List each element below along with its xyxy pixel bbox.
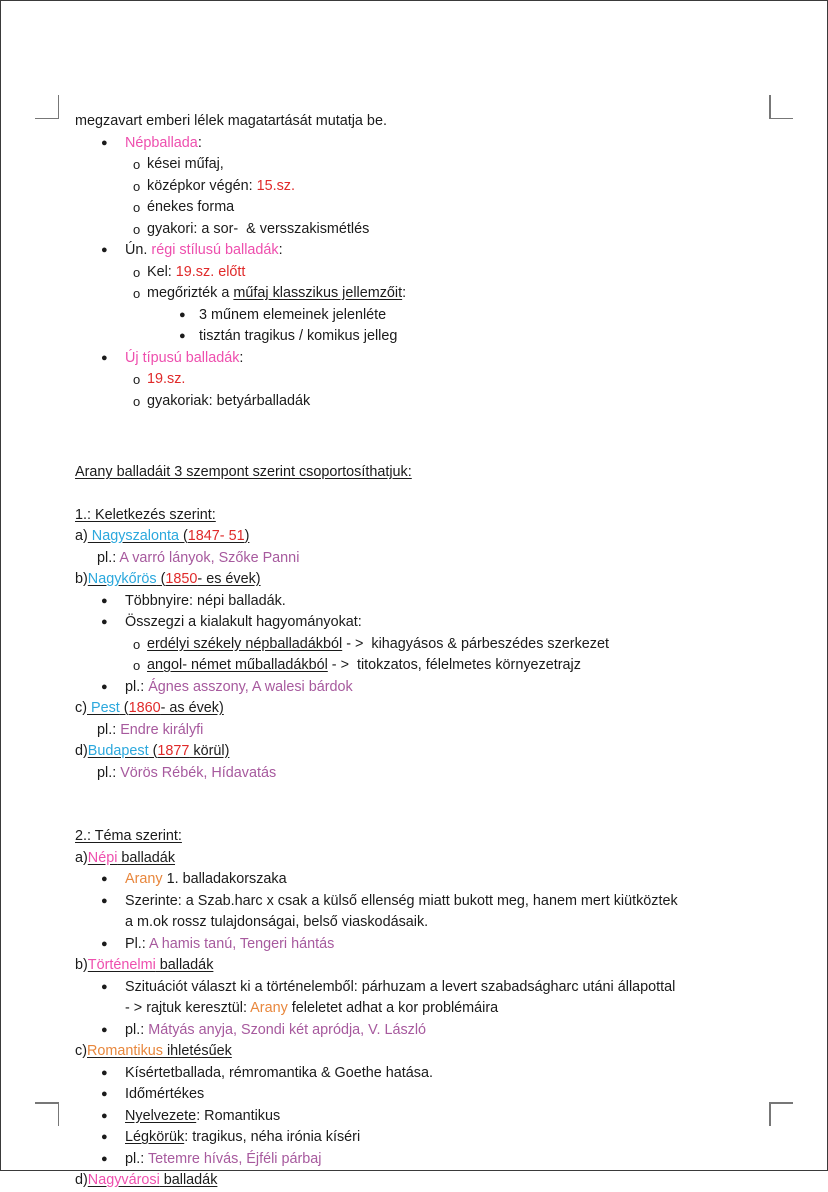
nepballada-heading: Népballada bbox=[125, 134, 198, 151]
circle-glyph: o bbox=[133, 636, 141, 652]
group1-a-paren-open: ( bbox=[179, 528, 188, 544]
regi-sub2-item-1: 3 műnem elemeinek jelenléte bbox=[199, 306, 387, 323]
circle-glyph: o bbox=[133, 157, 141, 172]
group2-a-marker: a) bbox=[75, 849, 88, 866]
group1-a-examples-text: A varró lányok, Szőke Panni bbox=[119, 549, 300, 566]
group1-b-paren-rest: - es évek) bbox=[197, 571, 261, 587]
regi-sub-1-label: Kel: bbox=[147, 263, 176, 280]
group2-a-bullet-2-line1: Szerinte: a Szab.harc x csak a külső ellenség miatt bukott meg, hanem mert kiütköztek bbox=[125, 892, 678, 909]
circle-glyph: o bbox=[133, 372, 141, 387]
group1-b-sub-2-underlined: angol- német műballadákból bbox=[147, 657, 328, 673]
group2-item-a bbox=[75, 848, 775, 870]
group2-d-kind-rest: balladák bbox=[159, 1172, 218, 1188]
group1-a-years: 1847- 51 bbox=[187, 528, 245, 544]
group1-b-paren-open: ( bbox=[156, 571, 166, 587]
group2-item-d bbox=[75, 1170, 775, 1192]
group2-b-kind-rest: balladák bbox=[155, 957, 214, 973]
bullet-glyph: ● bbox=[179, 308, 186, 321]
group2-a-bullet-2-line2: a m.ok rossz tulajdonságai, belső viaskodásaik. bbox=[125, 914, 429, 930]
group1-item-b bbox=[75, 569, 775, 591]
group1-heading-text: 1.: Keletkezés szerint: bbox=[75, 506, 216, 523]
bullet-glyph: ● bbox=[101, 1109, 108, 1122]
nepballada-item-4: gyakori: a sor- & versszakismétlés bbox=[147, 220, 370, 237]
group1-a-place: Nagyszalonta bbox=[87, 528, 179, 544]
bullet-glyph: ● bbox=[101, 1131, 108, 1143]
intro-text: megzavart emberi lélek magatartását mutatja be. bbox=[75, 113, 387, 129]
list-item-nepballada-2 bbox=[75, 176, 775, 198]
main-heading-text: Arany balladáit 3 szempont szerint csoportosíthatjuk: bbox=[75, 464, 412, 480]
group1-b-sub-1-underlined: erdélyi székely népballadákból bbox=[147, 635, 343, 652]
group1-c-paren-rest: - as évek) bbox=[160, 700, 224, 716]
circle-glyph: o bbox=[133, 286, 141, 301]
uj-tipusu-colon: : bbox=[239, 349, 244, 366]
group2-heading-text: 2.: Téma szerint: bbox=[75, 828, 182, 844]
regi-sub-2-colon: : bbox=[402, 285, 407, 301]
group1-b-bullet-2-text: Összegzi a kialakult hagyományokat: bbox=[125, 614, 362, 630]
group2-b-examples-label: pl.: bbox=[125, 1021, 149, 1038]
intro-line bbox=[75, 111, 775, 133]
circle-glyph: o bbox=[133, 178, 141, 194]
group1-b-bullet-2 bbox=[75, 612, 775, 634]
group2-a-examples bbox=[75, 934, 775, 956]
group2-c-bullet-1-text: Kísértetballada, rémromantika & Goethe hatása. bbox=[125, 1064, 433, 1081]
nepballada-item-2-value: 15.sz. bbox=[256, 177, 296, 194]
group1-d-years: 1877 bbox=[157, 743, 190, 759]
crop-mark-bottom-left bbox=[35, 1102, 59, 1126]
group1-c-place: Pest bbox=[87, 700, 120, 716]
group2-b-bullet-1-pre: - > rajtuk keresztül: bbox=[125, 1000, 251, 1016]
list-item-nepballada-3 bbox=[75, 197, 775, 219]
group1-c-marker: c) bbox=[75, 700, 87, 716]
bullet-glyph: ● bbox=[101, 1066, 108, 1079]
nepballada-item-1: kései műfaj, bbox=[147, 156, 224, 172]
group1-c-years: 1860 bbox=[128, 700, 161, 716]
list-item-nepballada-4 bbox=[75, 219, 775, 241]
group2-a-bullet-2-cont bbox=[75, 912, 775, 934]
list-item-regi-stilusu bbox=[75, 240, 775, 262]
uj-tipusu-item-1: 19.sz. bbox=[147, 371, 186, 387]
group1-d-examples bbox=[75, 763, 775, 785]
group1-b-bullet-1 bbox=[75, 591, 775, 613]
bullet-glyph: ● bbox=[101, 136, 108, 149]
group1-b-sub-2-rest: - > titokzatos, félelmetes környezetrajz bbox=[327, 657, 581, 673]
bullet-glyph: ● bbox=[101, 680, 108, 693]
group2-a-bullet-1 bbox=[75, 869, 775, 891]
bullet-glyph: ● bbox=[101, 594, 108, 607]
group1-a-marker: a) bbox=[75, 528, 88, 544]
group2-item-c bbox=[75, 1041, 775, 1063]
group1-b-examples-text: Ágnes asszony, A walesi bárdok bbox=[148, 678, 353, 695]
group1-d-paren-rest: körül) bbox=[189, 743, 230, 759]
group2-c-examples-text: Tetemre hívás, Éjféli párbaj bbox=[147, 1150, 322, 1167]
group1-a-examples-label: pl.: bbox=[97, 549, 120, 566]
group2-a-kind: Népi bbox=[87, 849, 118, 866]
group1-heading bbox=[75, 505, 775, 527]
group2-d-kind: Nagyvárosi bbox=[87, 1172, 160, 1188]
group2-c-bullet-2 bbox=[75, 1084, 775, 1106]
group2-b-bullet-1 bbox=[75, 977, 775, 999]
group1-item-c bbox=[75, 698, 775, 720]
regi-sub-1-value: 19.sz. előtt bbox=[175, 263, 246, 280]
group1-c-examples-label: pl.: bbox=[97, 721, 121, 738]
bullet-glyph: ● bbox=[179, 330, 186, 342]
spacer bbox=[75, 412, 775, 462]
spacer bbox=[75, 784, 775, 826]
group2-c-examples bbox=[75, 1149, 775, 1171]
group2-c-bullet-4 bbox=[75, 1127, 775, 1149]
group2-c-marker: c) bbox=[75, 1043, 87, 1059]
list-item-regi-sub2-b bbox=[75, 326, 775, 348]
group2-c-bullet-3-underlined: Nyelvezete bbox=[125, 1107, 197, 1124]
group2-c-bullet-3-text: : Romantikus bbox=[196, 1107, 281, 1124]
group2-b-bullet-1-cont bbox=[75, 998, 775, 1020]
list-item-regi-sub-1 bbox=[75, 262, 775, 284]
circle-glyph: o bbox=[133, 658, 141, 673]
circle-glyph: o bbox=[133, 393, 141, 409]
group2-c-bullet-2-text: Időmértékes bbox=[125, 1086, 205, 1102]
bullet-glyph: ● bbox=[101, 894, 108, 907]
group2-c-bullet-4-text: : tragikus, néha irónia kíséri bbox=[184, 1129, 361, 1145]
group1-item-a bbox=[75, 526, 775, 548]
group2-b-kind: Történelmi bbox=[87, 957, 156, 973]
group1-d-marker: d) bbox=[75, 743, 88, 759]
list-item-uj-tipusu bbox=[75, 348, 775, 370]
regi-stilusu-colon: : bbox=[278, 242, 283, 258]
group2-c-examples-label: pl.: bbox=[125, 1150, 148, 1167]
list-item-regi-sub2-a bbox=[75, 305, 775, 327]
group1-a-paren-close: ) bbox=[244, 528, 250, 544]
group2-b-examples-text: Mátyás anyja, Szondi két apródja, V. László bbox=[148, 1021, 427, 1038]
bullet-glyph: ● bbox=[101, 980, 108, 993]
bullet-glyph: ● bbox=[101, 937, 108, 950]
group2-c-bullet-3 bbox=[75, 1106, 775, 1128]
group1-b-place: Nagykőrös bbox=[87, 571, 157, 587]
group2-a-bullet-1-rest: 1. balladakorszaka bbox=[162, 871, 287, 887]
group2-c-bullet-1 bbox=[75, 1063, 775, 1085]
group1-b-sub-1 bbox=[75, 634, 775, 656]
circle-glyph: o bbox=[133, 221, 141, 237]
group1-d-examples-label: pl.: bbox=[97, 764, 121, 781]
group1-c-examples bbox=[75, 720, 775, 742]
circle-glyph: o bbox=[133, 200, 141, 215]
group1-a-examples bbox=[75, 548, 775, 570]
group2-b-examples bbox=[75, 1020, 775, 1042]
group1-b-marker: b) bbox=[75, 571, 88, 587]
spacer bbox=[75, 484, 775, 505]
regi-sub-2-prefix: megőrizték a bbox=[147, 285, 234, 301]
group1-item-d bbox=[75, 741, 775, 763]
group2-a-bullet-1-name: Arany bbox=[125, 871, 163, 887]
group1-b-sub-1-rest: - > kihagyásos & párbeszédes szerkezet bbox=[342, 635, 609, 652]
group1-d-paren-open: ( bbox=[148, 743, 158, 759]
group2-b-marker: b) bbox=[75, 957, 88, 973]
group1-b-examples-label: pl.: bbox=[125, 678, 149, 695]
group2-heading bbox=[75, 826, 775, 848]
group2-c-kind: Romantikus bbox=[87, 1043, 163, 1059]
uj-tipusu-item-2: gyakoriak: betyárballadák bbox=[147, 392, 311, 409]
regi-sub2-item-2: tisztán tragikus / komikus jelleg bbox=[199, 328, 398, 344]
group1-b-years: 1850 bbox=[165, 571, 198, 587]
regi-stilusu-heading: régi stílusú balladák bbox=[151, 242, 279, 258]
group2-c-kind-rest: ihletésűek bbox=[162, 1043, 232, 1059]
list-item-regi-sub-2 bbox=[75, 283, 775, 305]
group2-a-kind-rest: balladák bbox=[117, 849, 176, 866]
group2-a-examples-label: Pl.: bbox=[125, 935, 149, 952]
group2-c-bullet-4-underlined: Légkörük bbox=[125, 1129, 185, 1145]
circle-glyph: o bbox=[133, 264, 141, 280]
bullet-glyph: ● bbox=[101, 1152, 108, 1165]
nepballada-item-2: középkor végén: bbox=[147, 177, 257, 194]
group1-c-paren-open: ( bbox=[119, 700, 129, 716]
group2-d-marker: d) bbox=[75, 1172, 88, 1188]
bullet-glyph: ● bbox=[101, 244, 108, 256]
group2-a-bullet-2 bbox=[75, 891, 775, 913]
group1-d-examples-text: Vörös Rébék, Hídavatás bbox=[120, 764, 277, 781]
bullet-glyph: ● bbox=[101, 1088, 108, 1100]
group1-b-sub-2 bbox=[75, 655, 775, 677]
group1-b-examples bbox=[75, 677, 775, 699]
nepballada-item-3: énekes forma bbox=[147, 199, 235, 215]
bullet-glyph: ● bbox=[101, 351, 108, 364]
bullet-glyph: ● bbox=[101, 873, 108, 885]
group2-item-b bbox=[75, 955, 775, 977]
uj-tipusu-heading: Új típusú balladák bbox=[125, 349, 240, 366]
group1-c-examples-text: Endre királyfi bbox=[120, 721, 204, 738]
nepballada-colon: : bbox=[197, 134, 202, 151]
list-item-uj-tipusu-2 bbox=[75, 391, 775, 413]
document-body bbox=[75, 111, 775, 1192]
list-item-nepballada bbox=[75, 133, 775, 155]
bullet-glyph: ● bbox=[101, 616, 108, 628]
regi-stilusu-prefix: Ún. bbox=[125, 242, 152, 258]
group1-d-place: Budapest bbox=[87, 743, 149, 759]
group2-b-bullet-1-name: Arany bbox=[250, 1000, 288, 1016]
list-item-uj-tipusu-1 bbox=[75, 369, 775, 391]
group2-b-bullet-1-post: feleletet adhat a kor problémáira bbox=[287, 1000, 499, 1016]
crop-mark-top-left bbox=[35, 95, 59, 119]
group2-a-examples-text: A hamis tanú, Tengeri hántás bbox=[149, 935, 335, 952]
list-item-nepballada-1 bbox=[75, 154, 775, 176]
group1-b-bullet-1-text: Többnyire: népi balladák. bbox=[125, 592, 286, 609]
regi-sub-2-underlined: műfaj klasszikus jellemzőit bbox=[233, 285, 403, 301]
bullet-glyph: ● bbox=[101, 1023, 108, 1036]
group2-b-bullet-1-line1: Szituációt választ ki a történelemből: párhuzam a levert szabadságharc utáni állapottal bbox=[125, 978, 676, 995]
main-heading bbox=[75, 462, 775, 484]
